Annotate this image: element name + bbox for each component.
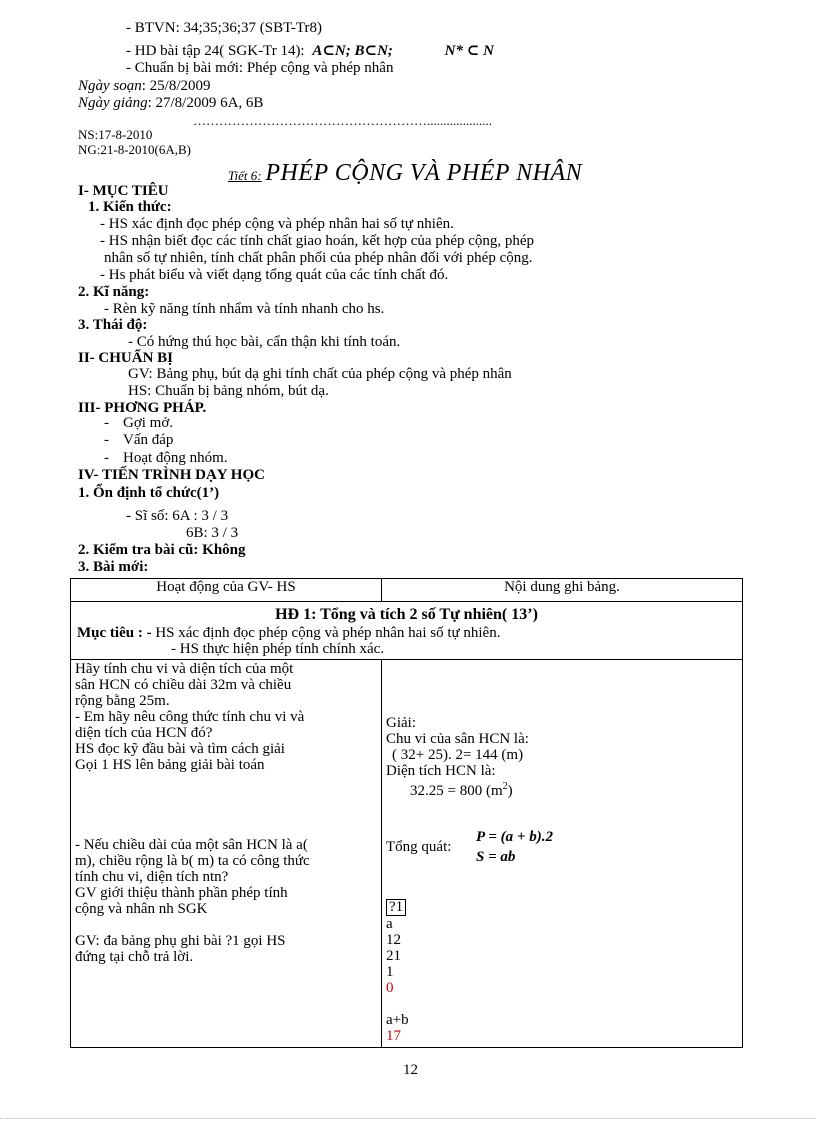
col-header-activities: Hoạt động của GV- HS [71, 579, 382, 602]
col-header-board: Nội dung ghi bảng. [382, 579, 743, 602]
lesson-number: Tiết 6: [228, 168, 262, 183]
exercise-hint-text: - HD bài tập 24( SGK-Tr 14): [126, 43, 305, 59]
teacher-student-cell [71, 660, 382, 1048]
tline: rộng bằng 25m. [75, 693, 170, 709]
lesson-title-row [228, 160, 583, 186]
objective-line-2: - HS thực hiện phép tính chính xác. [171, 641, 385, 657]
prepare-line: - Chuẩn bị bài mới: Phép cộng và phép nhân [126, 60, 394, 76]
q1-value: 1 [386, 964, 394, 980]
prep-student: HS: Chuẩn bị bảng nhóm, bút dạ. [128, 383, 329, 399]
tline: - Em hãy nêu công thức tính chu vi và [75, 709, 305, 725]
attendance-6b: 6B: 3 / 3 [186, 525, 239, 541]
perimeter-formula: P = (a + b).2 [476, 829, 553, 845]
activity-content-row [71, 660, 743, 1048]
tline: cộng và nhân nh SGK [75, 901, 208, 917]
date-taught: Ngày giảng: 27/8/2009 6A, 6B [78, 95, 264, 111]
activity-title: HĐ 1: Tổng và tích 2 số Tự nhiên( 13’) [275, 606, 538, 623]
activity-heading-cell [71, 602, 743, 660]
section-method: III- PHƠNG PHÁP. [78, 400, 207, 416]
tline: Hãy tính chu vi và diện tích của một [75, 661, 294, 677]
objective-label: Mục tiêu : - [77, 625, 152, 641]
section-preparation: II- CHUẨN BỊ [78, 350, 174, 366]
question-1 [386, 899, 738, 916]
tline: đứng tại chỗ trả lời. [75, 949, 194, 965]
knowledge-item: - Hs phát biểu và viết dạng tổng quát của các tính chất đó. [100, 267, 449, 283]
tline: diện tích của HCN đó? [75, 725, 213, 741]
q1-value: 12 [386, 932, 401, 948]
tline: m), chiều rộng là b( m) ta có công thức [75, 853, 310, 869]
perimeter-label: Chu vi của sân HCN là: [386, 731, 529, 747]
question-box: ?1 [386, 899, 406, 916]
q1-value-red: 0 [386, 980, 394, 996]
knowledge-item: - HS xác định đọc phép cộng và phép nhân hai số tự nhiên. [100, 216, 454, 232]
separator-dots: ……………………………………………….................... [193, 113, 492, 128]
subset-formula: A⊂N; B⊂N; [312, 43, 393, 59]
natural-subset-formula: N* ⊂ N [444, 43, 494, 59]
ns-date: NS:17-8-2010 [78, 127, 153, 142]
attendance-6a: - Sĩ số: 6A : 3 / 3 [126, 508, 229, 524]
tline: tính chu vi, diện tích ntn? [75, 869, 229, 885]
date-prepared: Ngày soạn: 25/8/2009 [78, 78, 211, 94]
tline: sân HCN có chiều dài 32m và chiều [75, 677, 292, 693]
attitude-item: - Có hứng thú học bài, cẩn thận khi tính toán. [128, 334, 401, 350]
area-calc: 32.25 = 800 $(m^2)$ [410, 781, 513, 799]
page-number: 12 [403, 1062, 418, 1078]
knowledge-item: - HS nhận biết đọc các tính chất giao hoán, kết hợp của phép cộng, phép [100, 233, 535, 249]
subsection-skills: 2. Kĩ năng: [78, 284, 150, 300]
sum-value-red: 17 [386, 1028, 401, 1044]
skills-item: - Rèn kỹ năng tính nhẩm và tính nhanh cho hs. [104, 301, 385, 317]
q1-value: 21 [386, 948, 401, 964]
knowledge-item-cont: nhân số tự nhiên, tính chất phân phối của phép nhân đối với phép cộng. [104, 250, 533, 266]
activity-heading-row [71, 602, 743, 660]
subsection-attitude: 3. Thái độ: [78, 317, 148, 333]
ng-date: NG:21-8-2010(6A,B) [78, 142, 192, 157]
prep-teacher: GV: Bảng phụ, bút dạ ghi tính chất của phép cộng và phép nhân [128, 366, 512, 382]
subsection-review: 2. Kiểm tra bài cũ: Không [78, 542, 246, 558]
tline: GV: đa bảng phụ ghi bài ?1 gọi HS [75, 933, 286, 949]
solution-label: Giải: [386, 715, 416, 731]
tline: Gọi 1 HS lên bảng giải bài toán [75, 757, 265, 773]
subsection-new-lesson: 3. Bài mới: [78, 559, 149, 575]
method-item: - Gợi mở. [104, 415, 174, 431]
perimeter-calc: ( 32+ 25). 2= 144 (m) [392, 747, 524, 763]
tline: GV giới thiệu thành phần phép tính [75, 885, 288, 901]
general-label: Tổng quát: [386, 839, 452, 855]
area-label: Diện tích HCN là: [386, 763, 496, 779]
tline: - Nếu chiều dài của một sân HCN là a( [75, 837, 308, 853]
lesson-title: PHÉP CỘNG VÀ PHÉP NHÂN [265, 160, 583, 186]
homework-line: - BTVN: 34;35;36;37 (SBT-Tr8) [126, 20, 322, 36]
tline: HS đọc kỹ đầu bài và tìm cách giải [75, 741, 285, 757]
area-formula: S = ab [476, 849, 516, 865]
objective-line [77, 625, 736, 642]
table-header-row [71, 579, 743, 602]
q1-value: a [386, 916, 393, 932]
section-process: IV- TIẾN TRÌNH DẠY HỌC [78, 467, 265, 483]
subsection-knowledge: 1. Kiến thức: [88, 199, 172, 215]
method-item: - Vấn đáp [104, 432, 174, 448]
board-content-cell [382, 660, 743, 1048]
page-bottom-border [0, 1118, 816, 1119]
section-objectives: I- MỤC TIÊU [78, 183, 169, 199]
general-formula [386, 829, 738, 865]
exercise-hint-line [126, 43, 494, 60]
sum-label: a+b [386, 1012, 409, 1028]
subsection-organization: 1. Ổn định tổ chức(1’) [78, 485, 220, 501]
objective-text: HS xác định đọc phép cộng và phép nhân hai số tự nhiên. [155, 625, 501, 641]
lesson-activity-table [70, 578, 743, 1048]
method-item: - Hoạt động nhóm. [104, 450, 228, 466]
